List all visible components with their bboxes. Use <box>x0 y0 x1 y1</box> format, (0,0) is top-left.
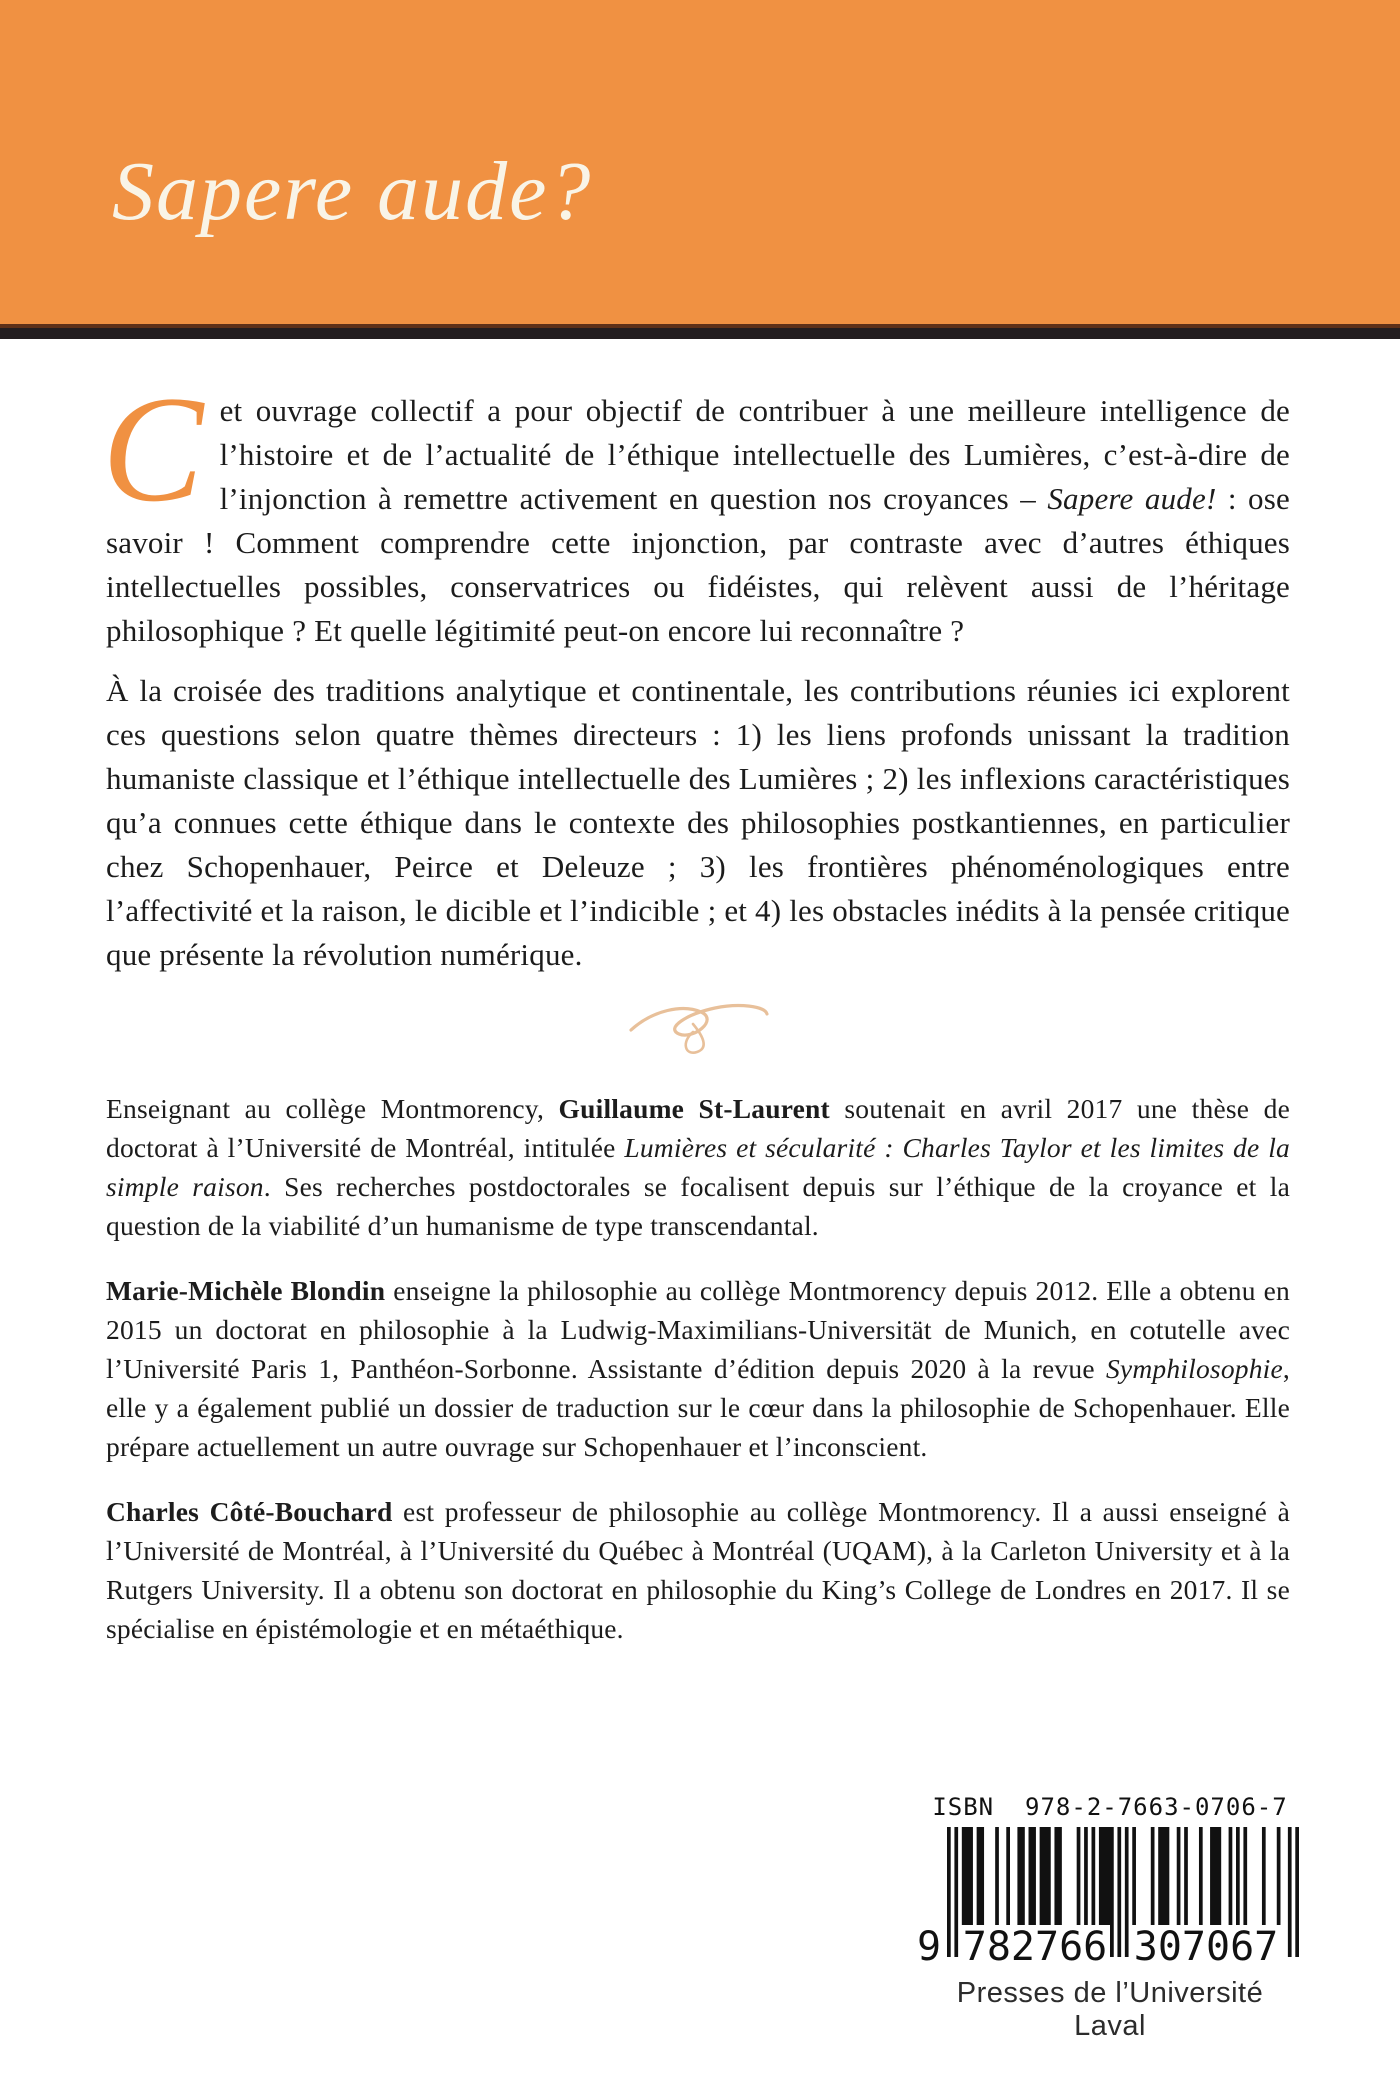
cover-header-band <box>0 0 1400 324</box>
author-name: Guillaume St-Laurent <box>558 1093 830 1124</box>
bio-text: est professeur de philosophie au collège Montmorency. Il a aussi enseigné à l’Université de Montréal, à l’Université du Québec à Montréal (UQAM), à la Carleton University et à la Rutgers University. Il a obtenu son doctorat en philosophie du King’s College de Londres en 2017. Il se spécialise en épistémologie et en métaéthique. <box>106 1496 1290 1644</box>
ean-digit-group: 782766 <box>960 1925 1110 1973</box>
flourish-container <box>106 997 1290 1055</box>
cover-body <box>0 339 1400 1648</box>
bio-text: enseigne la philosophie au collège Montmorency depuis 2012. Elle a obtenu en 2015 un doctorat en philosophie à la Ludwig-Maximilians-Universität de Munich, en cotutelle avec l’Université Paris 1, Panthéon-Sorbonne. Assistante d’édition depuis 2020 à la revue <box>106 1275 1290 1384</box>
book-title: Sapere aude? <box>112 145 593 238</box>
synopsis-paragraph-1 <box>102 365 1290 653</box>
drop-cap: C <box>102 365 204 533</box>
thesis-title: Lumières et sécularité : Charles Taylor et les limites de la simple raison <box>106 1132 1290 1202</box>
bio-text: , elle y a également publié un dossier de traduction sur le cœur dans la philosophie de Schopenhauer. Elle prépare actuellement un autre ouvrage sur Schopenhauer et l’inconscient. <box>106 1353 1290 1462</box>
author-bio-st-laurent <box>106 1089 1290 1245</box>
publisher-name: Presses de l’Université Laval <box>956 1977 1264 2042</box>
isbn-barcode-block <box>918 1793 1302 2043</box>
bio-text: soutenait en avril 2017 une thèse de doctorat à l’Université de Montréal, intitulée <box>106 1093 1290 1163</box>
latin-motto: Sapere aude! <box>1047 481 1217 516</box>
flourish-ornament-icon <box>623 996 773 1056</box>
bio-text: . Ses recherches postdoctorales se focalisent depuis sur l’éthique de la croyance et la question de la viabilité d’un humanisme de type transcendantal. <box>106 1171 1290 1241</box>
synopsis-text: et ouvrage collectif a pour objectif de contribuer à une meilleure intelligence de l’histoire et de l’actualité de l’éthique intellectuelle des Lumières, c’est-à-dire de l’injonction à remettre activement en question nos croyances – <box>219 393 1290 516</box>
author-bio-blondin <box>106 1271 1290 1466</box>
author-name: Charles Côté-Bouchard <box>106 1496 393 1527</box>
header-divider <box>0 324 1400 339</box>
journal-title: Symphilosophie <box>1105 1353 1283 1384</box>
ean-digit-group: 9 <box>916 1924 942 1970</box>
synopsis-paragraph-2: À la croisée des traditions analytique et continentale, les contributions réunies ici explorent ces questions selon quatre thèmes directeurs : 1) les liens profonds unissant la tradition humaniste classique et l’éthique intellectuelle des Lumières ; 2) les inflexions caractéristiques qu’a connues cette éthique dans le contexte des philosophies postkantiennes, en particulier chez Schopenhauer, Peirce et Deleuze ; 3) les frontières phénoménologiques entre l’affectivité et la raison, le dicible et l’indicible ; et 4) les obstacles inédits à la pensée critique que présente la révolution numérique. <box>106 673 1291 972</box>
ean-barcode <box>916 1827 1301 1973</box>
bio-text: Enseignant au collège Montmorency, <box>106 1093 559 1124</box>
isbn-number: ISBN 978-2-7663-0706-7 <box>932 1793 1288 1821</box>
author-bio-cote-bouchard <box>106 1492 1290 1648</box>
ean-digit-group: 307067 <box>1131 1925 1281 1973</box>
synopsis-text: : ose savoir ! Comment comprendre cette injonction, par contraste avec d’autres éthiques intellectuelles possibles, conservatrices ou fidéistes, qui relèvent aussi de l’héritage philosophique ? Et quelle légitimité peut-on encore lui reconnaître ? <box>106 481 1290 648</box>
author-name: Marie-Michèle Blondin <box>106 1275 386 1306</box>
